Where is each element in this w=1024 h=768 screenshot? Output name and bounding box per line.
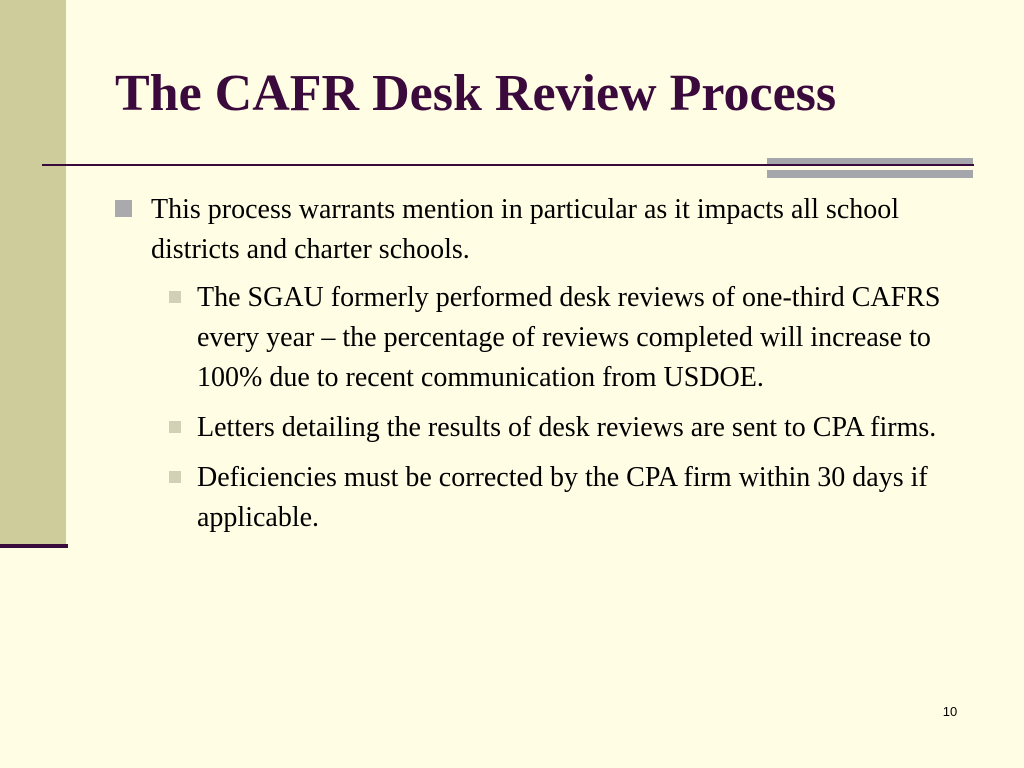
- page-number: 10: [942, 704, 958, 719]
- accent-bar-bottom: [767, 170, 973, 178]
- bullet-list: [115, 190, 965, 548]
- sub-bullet-text: Letters detailing the results of desk reviews are sent to CPA firms.: [197, 412, 937, 443]
- left-decorative-band: [0, 0, 66, 545]
- accent-bar-top: [767, 158, 973, 164]
- sub-bullet-item: [161, 278, 965, 398]
- sub-bullet-item: [161, 408, 965, 448]
- small-square-bullet-icon: [169, 471, 181, 483]
- small-square-bullet-icon: [169, 421, 181, 433]
- sub-bullet-text: Deficiencies must be corrected by the CPA firm within 30 days if applicable.: [197, 462, 928, 533]
- sub-bullet-item: [161, 458, 965, 538]
- sub-bullet-text: The SGAU formerly performed desk reviews of one-third CAFRS every year – the percentage of reviews completed will increase to 100% due to recent communication from USDOE.: [197, 282, 941, 393]
- small-square-bullet-icon: [169, 291, 181, 303]
- left-band-rule: [0, 544, 68, 548]
- title-divider: [42, 164, 974, 166]
- sub-bullet-list: [151, 278, 965, 538]
- bullet-item: [115, 190, 965, 538]
- slide-title: The CAFR Desk Review Process: [115, 65, 837, 122]
- square-bullet-icon: [115, 200, 132, 217]
- bullet-text: This process warrants mention in particular as it impacts all school districts and charter schools.: [151, 194, 900, 265]
